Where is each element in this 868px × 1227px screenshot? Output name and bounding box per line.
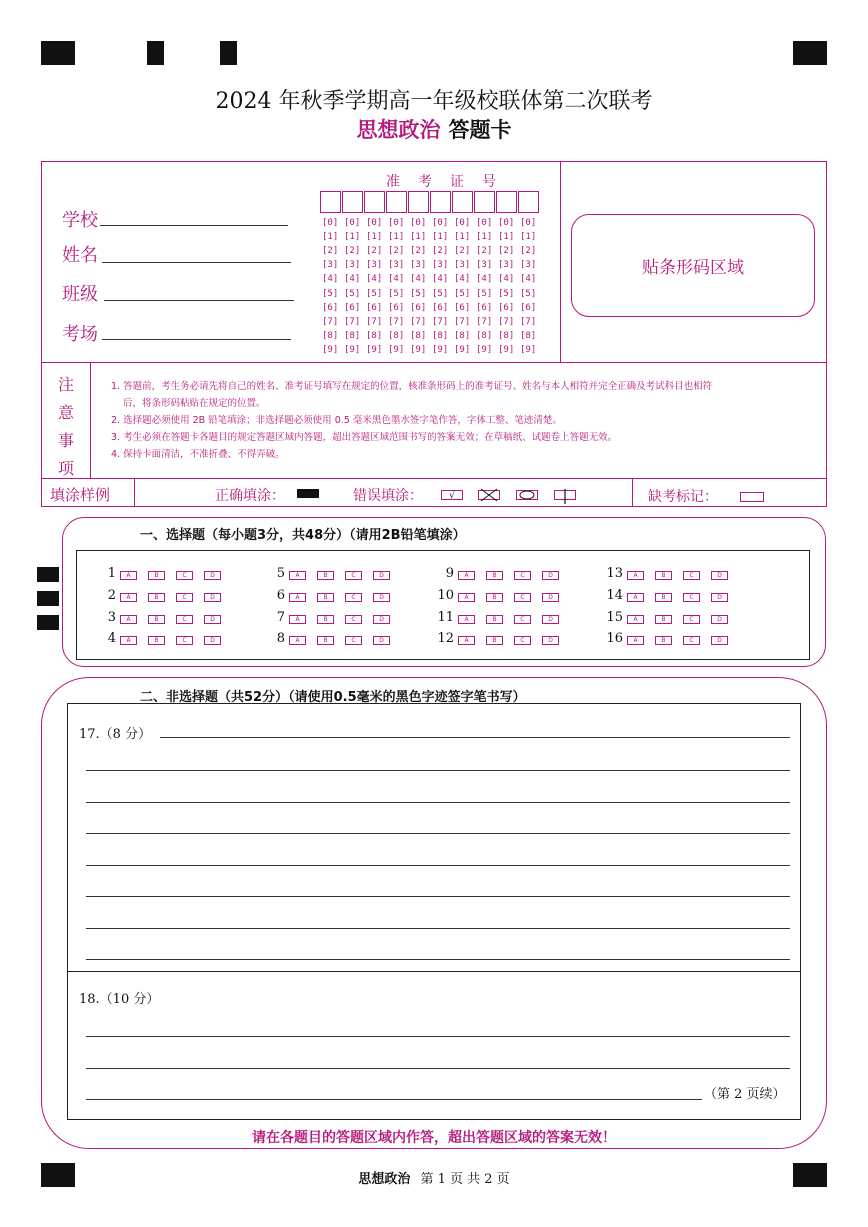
option-bubble[interactable]: C (514, 615, 531, 624)
option-bubble[interactable]: A (120, 636, 137, 645)
exam-id-digit-bubble[interactable]: [7] (366, 316, 383, 327)
page-subtitle (0, 114, 868, 144)
notes-char: 项 (57, 459, 74, 478)
class-label: 班级 (62, 284, 98, 305)
absent-mark-label: 缺考标记： (648, 489, 718, 505)
exam-id-digit-bubble[interactable]: [2] (454, 246, 471, 257)
fill-sample-label: 填涂样例 (50, 486, 111, 504)
divider (632, 478, 633, 507)
exam-id-digit-bubble[interactable]: [9] (410, 344, 427, 355)
exam-id-digit-bubble[interactable]: [7] (410, 316, 427, 327)
divider (134, 478, 135, 507)
option-bubble[interactable]: B (317, 593, 334, 602)
timing-mark (37, 615, 59, 630)
option-bubble[interactable]: D (373, 571, 390, 580)
divider (90, 362, 91, 478)
name-label: 姓名 (62, 245, 98, 266)
choice-question-number: 6 (276, 588, 285, 603)
room-label: 考场 (62, 324, 98, 345)
exam-id-digit-bubble[interactable]: [1] (344, 232, 361, 243)
answer-line[interactable] (86, 896, 790, 897)
choice-question-number: 14 (606, 588, 623, 603)
exam-id-digit-bubble[interactable]: [3] (454, 260, 471, 271)
exam-id-digit-bubble[interactable]: [4] (344, 274, 361, 285)
option-bubble[interactable]: A (458, 615, 475, 624)
exam-id-digit-bubble[interactable]: [5] (454, 288, 471, 299)
exam-id-digit-bubble[interactable]: [9] (520, 344, 537, 355)
exam-id-digit-bubble[interactable]: [0] (454, 218, 471, 228)
option-bubble[interactable]: B (148, 636, 165, 645)
choice-question-number: 7 (276, 610, 285, 625)
option-bubble[interactable]: D (204, 615, 221, 624)
exam-id-digit-bubble[interactable]: [8] (520, 330, 537, 341)
option-bubble[interactable]: C (176, 615, 193, 624)
exam-id-digit-bubble[interactable]: [5] (322, 288, 339, 299)
exam-id-digit-bubble[interactable]: [2] (344, 246, 361, 257)
option-bubble[interactable]: A (289, 571, 306, 580)
exam-id-digit-bubble[interactable]: [7] (476, 316, 493, 327)
footer-subject: 思想政治 (358, 1172, 411, 1187)
exam-id-digit-bubble[interactable]: [6] (366, 302, 383, 313)
option-bubble[interactable]: D (711, 615, 728, 624)
option-bubble[interactable]: C (176, 636, 193, 645)
exam-id-digit-bubble[interactable]: [6] (432, 302, 449, 313)
exam-id-digit-bubble[interactable]: [4] (520, 274, 537, 285)
exam-id-digit-bubble[interactable]: [1] (476, 232, 493, 243)
exam-id-digit-bubble[interactable]: [1] (322, 232, 339, 243)
choice-question-number: 8 (276, 631, 285, 646)
exam-id-digit-bubble[interactable]: [3] (498, 260, 515, 271)
exam-id-digit-bubble[interactable]: [2] (476, 246, 493, 257)
exam-id-digit-bubble[interactable]: [5] (388, 288, 405, 299)
exam-id-cell[interactable] (320, 191, 341, 213)
exam-id-digit-bubble[interactable]: [8] (410, 330, 427, 341)
exam-id-digit-bubble[interactable]: [3] (366, 260, 383, 271)
exam-id-digit-bubble[interactable]: [3] (520, 260, 537, 271)
correct-fill-label: 正确填涂： (215, 488, 285, 504)
exam-id-digit-bubble[interactable]: [8] (454, 330, 471, 341)
choice-question-number: 3 (107, 610, 116, 625)
option-bubble[interactable]: C (176, 593, 193, 602)
option-bubble[interactable]: C (176, 571, 193, 580)
wrong-fill-label: 错误填涂： (353, 488, 423, 504)
choice-question-number: 1 (107, 566, 116, 581)
option-bubble[interactable]: D (373, 615, 390, 624)
exam-id-digit-bubble[interactable]: [8] (344, 330, 361, 341)
option-bubble[interactable]: B (317, 615, 334, 624)
exam-id-digit-bubble[interactable]: [4] (322, 274, 339, 285)
notes-char: 意 (57, 403, 74, 422)
exam-id-digit-bubble[interactable]: [5] (344, 288, 361, 299)
answer-line[interactable] (86, 1099, 702, 1100)
note-item: 2. 选择题必须使用 2B 铅笔填涂；非选择题必须使用 0.5 毫米黑色墨水签字笔作答，字体工整、笔迹清楚。 (111, 415, 562, 426)
exam-id-digit-bubble[interactable]: [3] (388, 260, 405, 271)
exam-id-digit-bubble[interactable]: [9] (344, 344, 361, 355)
option-bubble[interactable]: A (120, 593, 137, 602)
exam-id-digit-bubble[interactable]: [8] (366, 330, 383, 341)
exam-id-digit-bubble[interactable]: [7] (520, 316, 537, 327)
essay-answer-box (67, 703, 801, 1120)
wrong-fill-line-icon (554, 490, 576, 500)
option-bubble[interactable]: D (542, 593, 559, 602)
option-bubble[interactable]: B (655, 615, 672, 624)
exam-id-digit-bubble[interactable]: [0] (432, 218, 449, 228)
warning-text: 请在各题目的答题区域内作答，超出答题区域的答案无效！ (252, 1130, 616, 1146)
option-bubble[interactable]: B (486, 571, 503, 580)
exam-id-digit-bubble[interactable]: [4] (454, 274, 471, 285)
exam-id-digit-bubble[interactable]: [1] (388, 232, 405, 243)
exam-id-digit-bubble[interactable]: [6] (388, 302, 405, 313)
exam-id-digit-bubble[interactable]: [2] (520, 246, 537, 257)
page-footer (0, 1168, 868, 1187)
exam-id-digit-bubble[interactable]: [2] (410, 246, 427, 257)
timing-mark (37, 567, 59, 582)
exam-id-digit-bubble[interactable]: [9] (366, 344, 383, 355)
timing-mark (37, 591, 59, 606)
exam-id-digit-bubble[interactable]: [2] (388, 246, 405, 257)
exam-id-digit-bubble[interactable]: [9] (498, 344, 515, 355)
option-bubble[interactable]: C (345, 593, 362, 602)
choice-section-title: 一、选择题（每小题3分，共48分）（请用2B铅笔填涂） (140, 528, 466, 543)
option-bubble[interactable]: D (204, 571, 221, 580)
option-bubble[interactable]: C (683, 636, 700, 645)
card-name: 答题卡 (448, 117, 512, 142)
exam-id-digit-bubble[interactable]: [9] (388, 344, 405, 355)
exam-id-digit-bubble[interactable]: [1] (366, 232, 383, 243)
exam-id-digit-bubble[interactable]: [8] (388, 330, 405, 341)
answer-line[interactable] (86, 833, 790, 834)
exam-id-digit-bubble[interactable]: [4] (476, 274, 493, 285)
option-bubble[interactable]: A (289, 615, 306, 624)
exam-id-digit-bubble[interactable]: [0] (476, 218, 493, 228)
answer-line[interactable] (86, 1068, 790, 1069)
continued-note: （第 2 页续） (704, 1087, 786, 1102)
option-bubble[interactable]: B (148, 593, 165, 602)
choice-question-number: 13 (606, 566, 623, 581)
exam-id-digit-bubble[interactable]: [8] (476, 330, 493, 341)
exam-id-digit-bubble[interactable]: [6] (520, 302, 537, 313)
option-bubble[interactable]: A (289, 636, 306, 645)
exam-id-digit-bubble[interactable]: [4] (410, 274, 427, 285)
exam-id-digit-bubble[interactable]: [1] (498, 232, 515, 243)
option-bubble[interactable]: D (711, 636, 728, 645)
exam-id-digit-bubble[interactable]: [0] (388, 218, 405, 228)
exam-id-digit-bubble[interactable]: [0] (322, 218, 339, 228)
option-bubble[interactable]: D (373, 593, 390, 602)
exam-id-digit-bubble[interactable]: [7] (498, 316, 515, 327)
room-field[interactable] (102, 339, 291, 340)
option-bubble[interactable]: A (289, 593, 306, 602)
exam-id-digit-bubble[interactable]: [7] (432, 316, 449, 327)
exam-id-cell[interactable] (364, 191, 385, 213)
option-bubble[interactable]: D (542, 571, 559, 580)
exam-id-digit-bubble[interactable]: [3] (476, 260, 493, 271)
exam-id-digit-bubble[interactable]: [0] (410, 218, 427, 228)
subject-name: 思想政治 (356, 117, 441, 142)
exam-id-digit-bubble[interactable]: [1] (410, 232, 427, 243)
exam-id-cell[interactable] (452, 191, 473, 213)
exam-id-digit-bubble[interactable]: [6] (454, 302, 471, 313)
exam-id-digit-bubble[interactable]: [3] (410, 260, 427, 271)
correct-fill-sample (297, 489, 319, 498)
exam-id-digit-bubble[interactable]: [6] (498, 302, 515, 313)
option-bubble[interactable]: A (120, 615, 137, 624)
note-item: 1. 答题前，考生务必请先将自己的姓名、准考证号填写在规定的位置，核准条形码上的准考证号、姓名与本人相符并完全正确及考试科目也相符 (111, 381, 713, 392)
exam-id-digit-bubble[interactable]: [8] (322, 330, 339, 341)
exam-id-digit-bubble[interactable]: [1] (520, 232, 537, 243)
option-bubble[interactable]: C (683, 571, 700, 580)
note-item: 后，将条形码粘贴在规定的位置。 (123, 398, 266, 409)
exam-id-digit-bubble[interactable]: [7] (454, 316, 471, 327)
exam-id-digit-bubble[interactable]: [8] (498, 330, 515, 341)
exam-id-digit-bubble[interactable]: [4] (388, 274, 405, 285)
option-bubble[interactable]: B (148, 571, 165, 580)
option-bubble[interactable]: C (514, 636, 531, 645)
option-bubble[interactable]: D (204, 636, 221, 645)
choice-question-number: 15 (606, 610, 623, 625)
exam-id-digit-bubble[interactable]: [4] (366, 274, 383, 285)
exam-id-cell[interactable] (386, 191, 407, 213)
option-bubble[interactable]: A (120, 571, 137, 580)
barcode-area (571, 214, 815, 317)
answer-line[interactable] (86, 802, 790, 803)
name-field[interactable] (102, 262, 291, 263)
option-bubble[interactable]: A (458, 571, 475, 580)
notes-char: 注 (57, 375, 74, 394)
exam-id-cell[interactable] (496, 191, 517, 213)
exam-id-digit-bubble[interactable]: [5] (366, 288, 383, 299)
option-bubble[interactable]: B (486, 636, 503, 645)
exam-id-digit-bubble[interactable]: [5] (520, 288, 537, 299)
exam-id-digit-bubble[interactable]: [1] (432, 232, 449, 243)
footer-page: 第 1 页 共 2 页 (420, 1172, 510, 1187)
exam-id-digit-bubble[interactable]: [7] (322, 316, 339, 327)
note-item: 3. 考生必须在答题卡各题目的规定答题区域内答题，超出答题区域范围书写的答案无效；在草稿纸、试题卷上答题无效。 (111, 432, 618, 443)
school-field[interactable] (100, 225, 288, 226)
option-bubble[interactable]: C (514, 593, 531, 602)
option-bubble[interactable]: A (627, 636, 644, 645)
option-bubble[interactable]: B (655, 636, 672, 645)
exam-id-digit-bubble[interactable]: [3] (432, 260, 449, 271)
wrong-fill-check-icon: √ (441, 490, 463, 500)
timing-mark (793, 41, 827, 65)
option-bubble[interactable]: B (148, 615, 165, 624)
option-bubble[interactable]: A (458, 636, 475, 645)
absent-mark-box[interactable] (740, 492, 764, 502)
exam-id-digit-bubble[interactable]: [9] (454, 344, 471, 355)
option-bubble[interactable]: C (345, 636, 362, 645)
exam-id-digit-bubble[interactable]: [9] (322, 344, 339, 355)
exam-id-digit-bubble[interactable]: [0] (366, 218, 383, 228)
q17-q18-divider (67, 971, 801, 972)
exam-id-cell[interactable] (342, 191, 363, 213)
timing-mark (220, 41, 237, 65)
exam-id-cell[interactable] (430, 191, 451, 213)
exam-id-digit-bubble[interactable]: [5] (476, 288, 493, 299)
option-bubble[interactable]: D (542, 615, 559, 624)
choice-question-number: 5 (276, 566, 285, 581)
option-bubble[interactable]: D (373, 636, 390, 645)
option-bubble[interactable]: D (204, 593, 221, 602)
option-bubble[interactable]: C (345, 615, 362, 624)
exam-id-digit-bubble[interactable]: [6] (476, 302, 493, 313)
exam-id-digit-bubble[interactable]: [1] (454, 232, 471, 243)
divider (41, 362, 827, 363)
exam-id-label: 准考证号 (386, 174, 514, 190)
option-bubble[interactable]: A (627, 571, 644, 580)
choice-question-number: 9 (445, 566, 454, 581)
exam-id-digit-bubble[interactable]: [5] (432, 288, 449, 299)
answer-line[interactable] (160, 737, 790, 738)
exam-id-digit-bubble[interactable]: [5] (410, 288, 427, 299)
answer-line[interactable] (86, 1036, 790, 1037)
exam-id-digit-bubble[interactable]: [6] (322, 302, 339, 313)
school-label: 学校 (62, 210, 98, 231)
option-bubble[interactable]: B (317, 571, 334, 580)
exam-id-digit-bubble[interactable]: [0] (520, 218, 537, 228)
option-bubble[interactable]: B (655, 571, 672, 580)
exam-id-digit-bubble[interactable]: [7] (388, 316, 405, 327)
exam-id-digit-bubble[interactable]: [2] (432, 246, 449, 257)
exam-id-digit-bubble[interactable]: [9] (432, 344, 449, 355)
exam-id-digit-bubble[interactable]: [5] (498, 288, 515, 299)
option-bubble[interactable]: D (711, 593, 728, 602)
answer-line[interactable] (86, 865, 790, 866)
exam-id-cell[interactable] (408, 191, 429, 213)
exam-id-digit-bubble[interactable]: [0] (344, 218, 361, 228)
exam-id-digit-bubble[interactable]: [2] (498, 246, 515, 257)
page-title: 2024 年秋季学期高一年级校联体第二次联考 (215, 89, 653, 114)
answer-line[interactable] (86, 770, 790, 771)
option-bubble[interactable]: B (486, 615, 503, 624)
option-bubble[interactable]: D (542, 636, 559, 645)
option-bubble[interactable]: A (458, 593, 475, 602)
divider (41, 478, 827, 479)
exam-id-cell[interactable] (518, 191, 539, 213)
answer-line[interactable] (86, 959, 790, 960)
option-bubble[interactable]: C (514, 571, 531, 580)
exam-id-digit-bubble[interactable]: [7] (344, 316, 361, 327)
exam-id-digit-bubble[interactable]: [2] (322, 246, 339, 257)
exam-id-digit-bubble[interactable]: [6] (344, 302, 361, 313)
exam-id-digit-bubble[interactable]: [8] (432, 330, 449, 341)
choice-question-number: 16 (606, 631, 623, 646)
option-bubble[interactable]: C (683, 593, 700, 602)
note-item: 4. 保持卡面清洁，不准折叠、不得弄破。 (111, 449, 285, 460)
option-bubble[interactable]: C (345, 571, 362, 580)
exam-id-digit-bubble[interactable]: [9] (476, 344, 493, 355)
option-bubble[interactable]: A (627, 593, 644, 602)
choice-question-number: 10 (437, 588, 454, 603)
exam-id-digit-bubble[interactable]: [2] (366, 246, 383, 257)
choice-question-number: 11 (437, 610, 454, 625)
divider (560, 161, 561, 362)
essay-section-title: 二、非选择题（共52分）（请使用0.5毫米的黑色字迹签字笔书写） (140, 690, 526, 705)
option-bubble[interactable]: D (711, 571, 728, 580)
exam-id-digit-bubble[interactable]: [6] (410, 302, 427, 313)
question-17-label: 17.（8 分） (79, 727, 152, 742)
exam-id-digit-bubble[interactable]: [4] (498, 274, 515, 285)
option-bubble[interactable]: A (627, 615, 644, 624)
exam-id-digit-bubble[interactable]: [3] (344, 260, 361, 271)
option-bubble[interactable]: B (486, 593, 503, 602)
option-bubble[interactable]: B (655, 593, 672, 602)
question-18-label: 18.（10 分） (79, 992, 160, 1007)
exam-id-cell[interactable] (474, 191, 495, 213)
class-field[interactable] (104, 300, 294, 301)
choice-question-number: 12 (437, 631, 454, 646)
exam-id-digit-bubble[interactable]: [4] (432, 274, 449, 285)
exam-id-digit-bubble[interactable]: [0] (498, 218, 515, 228)
timing-mark (41, 41, 75, 65)
choice-question-number: 2 (107, 588, 116, 603)
wrong-fill-cross-icon (478, 490, 500, 500)
notes-char: 事 (57, 431, 74, 450)
choice-question-number: 4 (107, 631, 116, 646)
answer-line[interactable] (86, 928, 790, 929)
wrong-fill-circle-icon (516, 490, 538, 500)
option-bubble[interactable]: B (317, 636, 334, 645)
option-bubble[interactable]: C (683, 615, 700, 624)
barcode-label: 贴条形码区域 (642, 258, 744, 278)
exam-id-digit-bubble[interactable]: [3] (322, 260, 339, 271)
timing-mark (147, 41, 164, 65)
